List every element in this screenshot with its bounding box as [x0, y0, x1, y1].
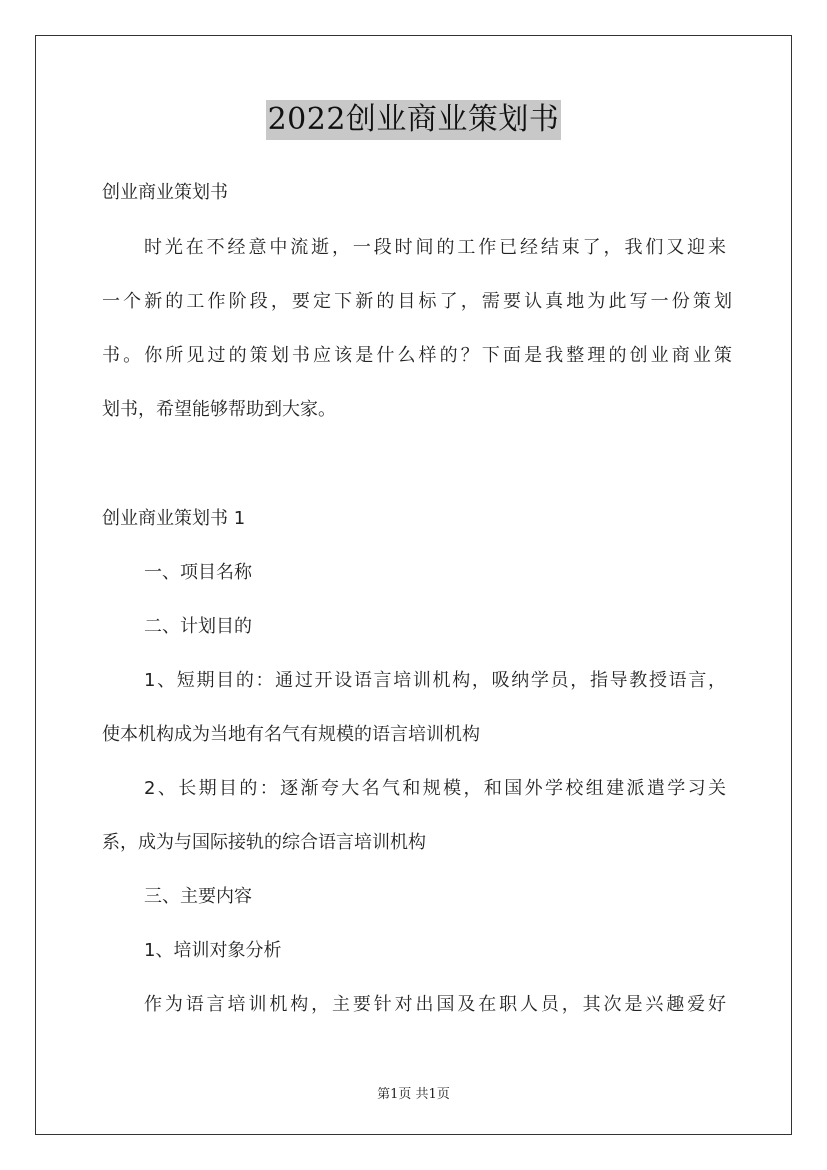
short-term-line-1: 1、短期目的：通过开设语言培训机构，吸纳学员，指导教授语言， [144, 670, 726, 691]
training-text: 作为语言培训机构，主要针对出国及在职人员，其次是兴趣爱好 [144, 994, 726, 1015]
intro-line-3: 书。你所见过的策划书应该是什么样的？下面是我整理的创业商业策 [102, 345, 732, 366]
long-term-line-1: 2、长期目的：逐渐夸大名气和规模，和国外学校组建派遣学习关 [144, 778, 726, 799]
item-plan-purpose: 二、计划目的 [144, 616, 252, 637]
page-footer: 第1页 共1页 [377, 1087, 450, 1102]
item-main-content: 三、主要内容 [144, 886, 252, 907]
title-wrap [0, 100, 827, 140]
document-title: 2022创业商业策划书 [266, 100, 562, 140]
intro-line-4: 划书，希望能够帮助到大家。 [102, 399, 336, 420]
intro-line-1: 时光在不经意中流逝，一段时间的工作已经结束了，我们又迎来 [144, 237, 726, 258]
section-heading: 创业商业策划书 1 [102, 508, 246, 529]
long-term-line-2: 系，成为与国际接轨的综合语言培训机构 [102, 832, 426, 853]
subtitle: 创业商业策划书 [102, 182, 228, 203]
item-project-name: 一、项目名称 [144, 562, 252, 583]
intro-line-2: 一个新的工作阶段，要定下新的目标了，需要认真地为此写一份策划 [102, 291, 732, 312]
item-training-analysis: 1、培训对象分析 [144, 940, 282, 961]
short-term-line-2: 使本机构成为当地有名气有规模的语言培训机构 [102, 724, 480, 745]
